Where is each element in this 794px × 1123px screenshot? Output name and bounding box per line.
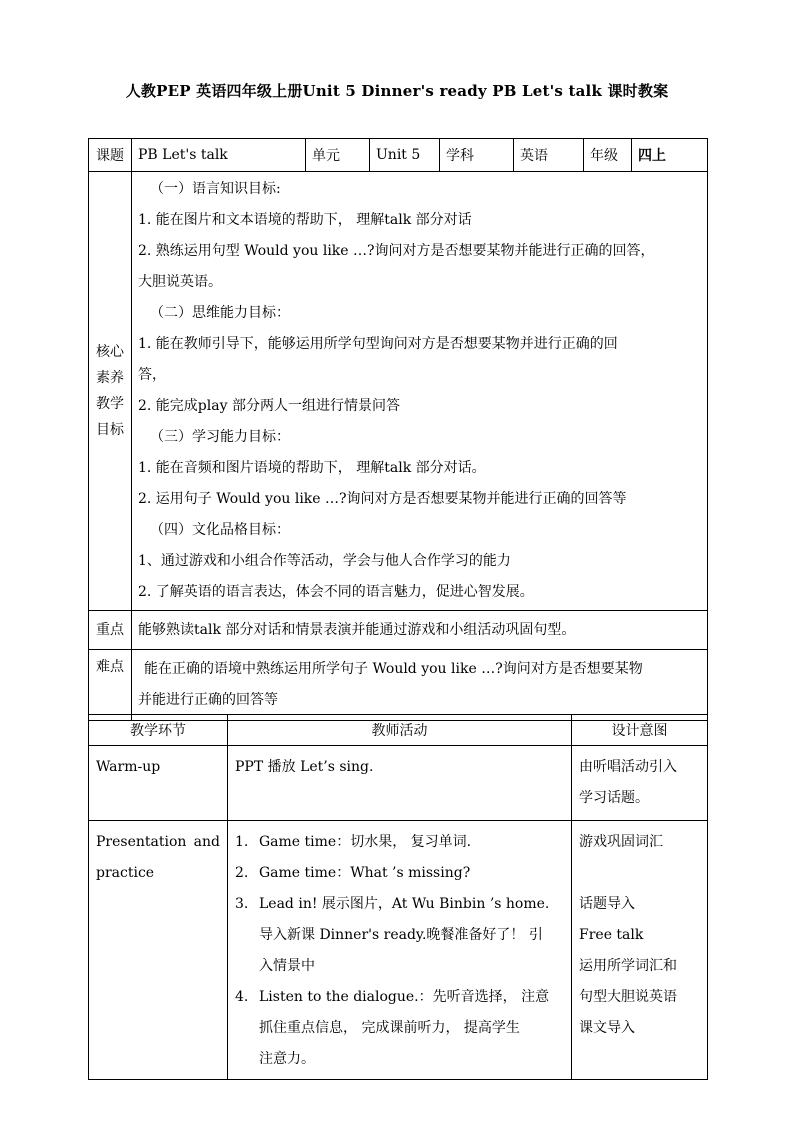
- stage-line: practice: [96, 865, 155, 881]
- activity-line: 导入新课 Dinner's ready.晚餐准备好了！ 引: [259, 927, 543, 943]
- activity-line: Game time：What ’s missing?: [259, 865, 471, 881]
- intent-line: 运用所学词汇和: [579, 958, 677, 974]
- grade-label: 年级: [584, 139, 632, 172]
- presentation-activities: [228, 821, 572, 1080]
- activity-number: 4.: [235, 989, 249, 1005]
- activity-number: 3.: [235, 896, 249, 912]
- lesson-info-table: [88, 138, 708, 721]
- unit-value: Unit 5: [370, 139, 440, 172]
- grade-value: 四上: [632, 139, 708, 172]
- activity-line: Lead in! 展示图片，At Wu Binbin ’s home.: [259, 896, 550, 912]
- subject-label: 学科: [440, 139, 514, 172]
- activity-number: 2.: [235, 865, 249, 881]
- core-goals-label: [89, 172, 132, 611]
- core-goals-row: [89, 172, 708, 611]
- intent-line: 游戏巩固词汇: [579, 834, 663, 850]
- difficulty-line: 能在正确的语境中熟练运用所学句子 Would you like …?询问对方是否想要某物: [144, 661, 643, 677]
- difficulty-line: 并能进行正确的回答等: [138, 692, 278, 708]
- presentation-stage: [89, 821, 228, 1080]
- intent-line: 话题导入: [579, 896, 635, 912]
- activity-number: 1.: [235, 834, 249, 850]
- goal-line: 答，: [138, 367, 166, 383]
- intent-line: 由听唱活动引入: [579, 759, 677, 775]
- core-goals-content: [132, 172, 708, 611]
- goal-line: 2. 了解英语的语言表达，体会不同的语言魅力，促进心智发展。: [138, 584, 534, 600]
- goal-line: 2. 熟练运用句型 Would you like …?询问对方是否想要某物并能进行正确的回答，: [138, 243, 655, 259]
- stage-line: [96, 827, 220, 858]
- key-point-text: 能够熟读talk 部分对话和情景表演并能通过游戏和小组活动巩固句型。: [132, 611, 708, 650]
- intent-line: 句型大胆说英语: [579, 989, 677, 1005]
- activity-item: [235, 889, 564, 982]
- intent-line: 课文导入: [579, 1020, 635, 1036]
- warmup-intent: [572, 746, 708, 821]
- warmup-activity: PPT 播放 Let’s sing.: [228, 746, 572, 821]
- goal-line: （三）学习能力目标：: [150, 429, 290, 445]
- activity-line: 抓住重点信息， 完成课前听力， 提高学生: [259, 1020, 520, 1036]
- presentation-row: [89, 821, 708, 1080]
- goal-line: （二）思维能力目标：: [150, 305, 290, 321]
- activity-line: 入情景中: [259, 958, 315, 974]
- goal-line: （四）文化品格目标：: [150, 522, 290, 538]
- subject-value: 英语: [514, 139, 584, 172]
- goal-line: 1. 能在教师引导下，能够运用所学句型询问对方是否想要某物并进行正确的回: [138, 336, 618, 352]
- core-goals-label-text: 核心素养教学目标: [96, 344, 124, 438]
- stage-word: and: [193, 834, 220, 850]
- goal-line: 1、通过游戏和小组合作等活动，学会与他人合作学习的能力: [138, 553, 511, 569]
- presentation-intent: [572, 821, 708, 1080]
- activity-line: 注意力。: [259, 1051, 315, 1067]
- activity-line: Game time：切水果， 复习单词.: [259, 834, 472, 850]
- activity-line: Listen to the dialogue.：先听音选择， 注意: [259, 989, 550, 1005]
- goal-line: （一）语言知识目标:: [150, 181, 281, 197]
- header-row: [89, 139, 708, 172]
- warmup-row: [89, 746, 708, 821]
- activity-item: [235, 858, 564, 889]
- goal-line: 大胆说英语。: [138, 274, 222, 290]
- intent-line: Free talk: [579, 927, 644, 943]
- goal-line: 1. 能在图片和文本语境的帮助下， 理解talk 部分对话: [138, 212, 472, 228]
- activity-item: [235, 827, 564, 858]
- intent-line: 学习话题。: [579, 790, 649, 806]
- header-activity: 教师活动: [228, 715, 572, 746]
- activity-item: [235, 982, 564, 1075]
- goal-line: 2. 运用句子 Would you like …?询问对方是否想要某物并能进行正确的回答等: [138, 491, 627, 507]
- header-stage: 教学环节: [89, 715, 228, 746]
- intent-blank: [579, 858, 700, 889]
- activity-list: [235, 827, 564, 1075]
- header-intent: 设计意图: [572, 715, 708, 746]
- topic-label: 课题: [89, 139, 132, 172]
- difficulty-content: [132, 650, 708, 721]
- key-point-label: 重点: [89, 611, 132, 650]
- unit-label: 单元: [306, 139, 370, 172]
- goal-line: 2. 能完成play 部分两人一组进行情景问答: [138, 398, 400, 414]
- stage-word: Presentation: [96, 834, 187, 850]
- warmup-stage: Warm-up: [89, 746, 228, 821]
- document-title: 人教PEP 英语四年级上册Unit 5 Dinner's ready PB Let's talk 课时教案: [125, 82, 669, 100]
- difficulty-label: 难点: [89, 650, 132, 721]
- topic-value: PB Let's talk: [132, 139, 306, 172]
- process-header-row: [89, 715, 708, 746]
- teaching-process-table: [88, 714, 708, 1080]
- key-point-row: [89, 611, 708, 650]
- goal-line: 1. 能在音频和图片语境的帮助下， 理解talk 部分对话。: [138, 460, 486, 476]
- difficulty-row: [89, 650, 708, 721]
